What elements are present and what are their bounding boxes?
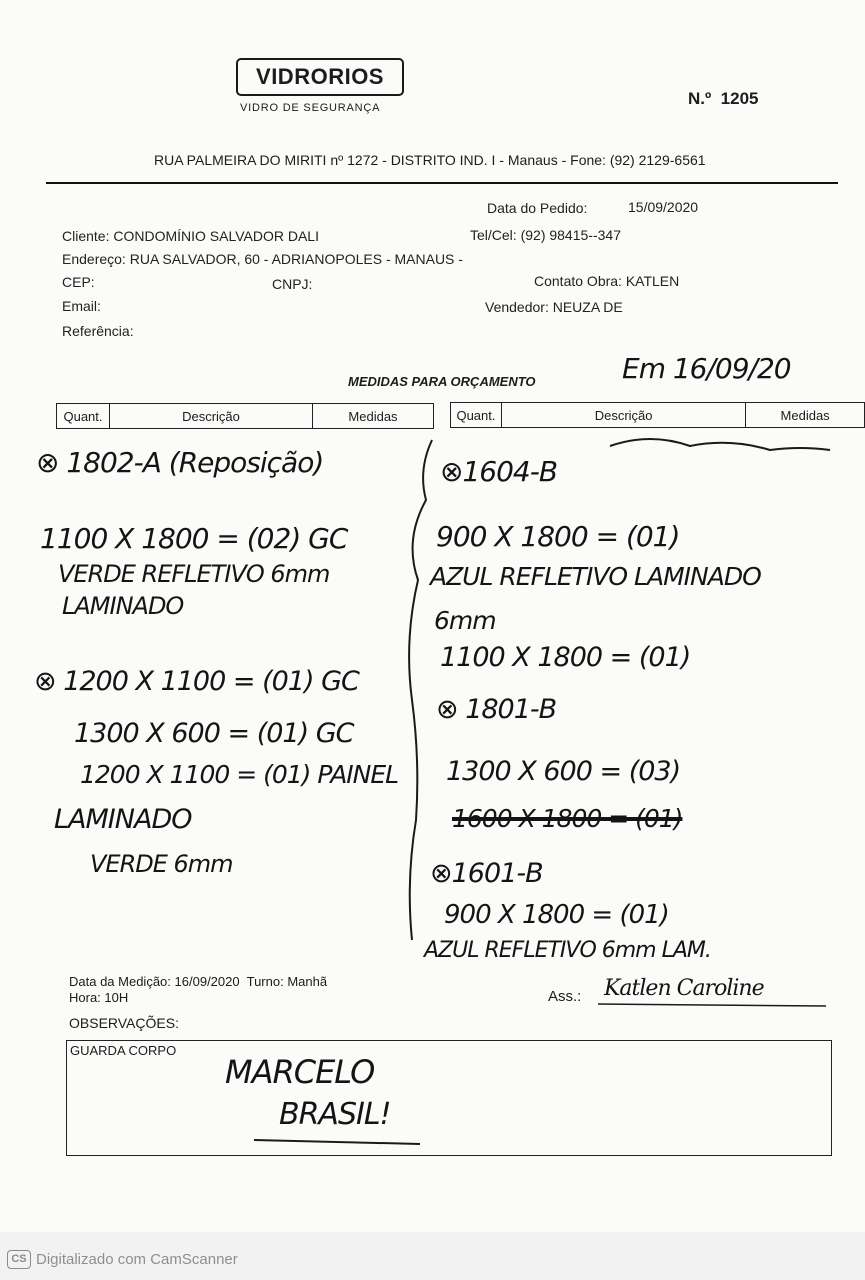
seller-value: NEUZA DE (552, 299, 623, 315)
left-note-1: ⊗ 1802-A (Reposição) (36, 446, 324, 479)
left-note-6: 1300 X 600 = (01) GC (74, 718, 354, 749)
email-label: Email: (62, 298, 101, 314)
measurement-date-value: 16/09/2020 (174, 974, 240, 989)
signature: Katlen Caroline (604, 976, 764, 1001)
contact-value: KATLEN (625, 273, 680, 289)
order-date-value: 15/09/2020 (628, 199, 699, 215)
right-note-2: 900 X 1800 = (01) (436, 520, 680, 553)
company-address: RUA PALMEIRA DO MIRITI nº 1272 - DISTRITO IND. I - Manaus - Fone: (92) 2129-6561 (154, 152, 706, 168)
observations-label: OBSERVAÇÕES: (69, 1015, 179, 1031)
left-note-3: VERDE REFLETIVO 6mm (58, 560, 330, 588)
right-col-descricao: Descrição (501, 403, 745, 428)
left-note-7: 1200 X 1100 = (01) PAINEL (80, 760, 399, 789)
reference-label: Referência: (62, 323, 134, 339)
shift-value: Manhã (287, 974, 328, 989)
right-col-quant: Quant. (451, 403, 502, 428)
contact-label: Contato Obra: (534, 273, 622, 289)
document-number-value: 1205 (720, 89, 759, 108)
handwritten-date: Em 16/09/20 (622, 352, 791, 385)
phone-label: Tel/Cel: (470, 227, 517, 243)
document-number-label: N.º (688, 89, 712, 108)
left-col-quant: Quant. (57, 404, 110, 429)
right-note-1: ⊗1604-B (440, 455, 558, 488)
left-note-2: 1100 X 1800 = (02) GC (40, 522, 348, 555)
hour-value: 10H (104, 990, 129, 1005)
signature-label: Ass.: (548, 988, 582, 1005)
client-label: Cliente: (62, 228, 110, 244)
company-slogan: VIDRO DE SEGURANÇA (240, 102, 381, 114)
right-note-3: AZUL REFLETIVO LAMINADO (430, 562, 761, 591)
left-note-4: LAMINADO (62, 592, 184, 620)
left-col-descricao: Descrição (110, 404, 313, 429)
scanner-watermark-text: Digitalizado com CamScanner (36, 1251, 238, 1268)
right-note-11: AZUL REFLETIVO 6mm LAM. (424, 938, 711, 963)
observations-box (66, 1040, 832, 1156)
handwritten-name-2: BRASIL! (279, 1097, 391, 1132)
cep-label: CEP: (62, 274, 95, 290)
address-value: RUA SALVADOR, 60 - ADRIANOPOLES - MANAUS - (129, 251, 463, 267)
left-note-8: LAMINADO (54, 804, 192, 835)
company-logo: VIDRORIOS (236, 58, 404, 96)
measurements-title: MEDIDAS PARA ORÇAMENTO (348, 374, 536, 389)
measurement-date-row (69, 974, 327, 989)
hour-row (69, 990, 128, 1005)
right-note-4: 6mm (434, 606, 496, 635)
right-note-6: ⊗ 1801-B (436, 694, 557, 725)
left-note-9: VERDE 6mm (90, 850, 233, 878)
cnpj-label: CNPJ: (272, 276, 313, 292)
client-value: CONDOMÍNIO SALVADOR DALI (113, 228, 319, 244)
right-note-8-crossed: 1600 X 1800 = (01) (452, 804, 683, 833)
right-note-7: 1300 X 600 = (03) (446, 756, 681, 787)
handwritten-name-1: MARCELO (225, 1053, 375, 1091)
phone-value: (92) 98415--347 (520, 227, 621, 243)
order-date-label: Data do Pedido: (487, 200, 588, 216)
left-col-medidas: Medidas (313, 404, 434, 429)
right-note-10: 900 X 1800 = (01) (444, 900, 669, 930)
right-col-medidas: Medidas (746, 403, 865, 428)
hour-label: Hora: (69, 990, 101, 1005)
camscanner-icon: CS (7, 1250, 31, 1269)
seller-label: Vendedor: (485, 299, 549, 315)
right-note-5: 1100 X 1800 = (01) (440, 642, 691, 673)
measurement-date-label: Data da Medição: (69, 974, 171, 989)
right-note-9: ⊗1601-B (430, 858, 543, 889)
address-label: Endereço: (62, 251, 126, 267)
guard-rail-text: GUARDA CORPO (70, 1043, 177, 1058)
left-note-5: ⊗ 1200 X 1100 = (01) GC (34, 666, 359, 697)
shift-label: Turno: (246, 974, 284, 989)
